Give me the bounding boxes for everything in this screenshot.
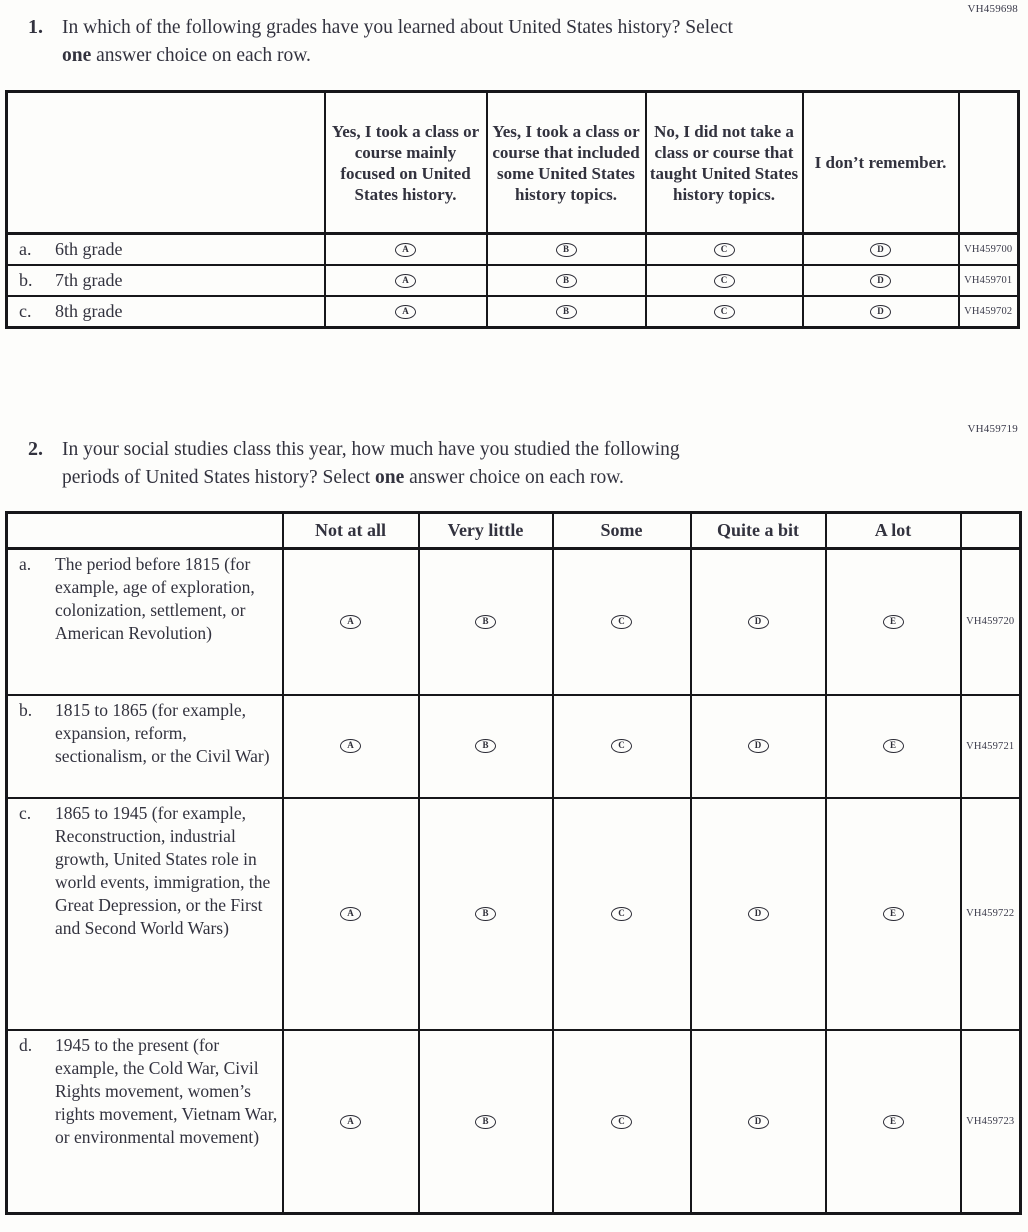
answer-bubble-c[interactable]: C	[611, 739, 632, 753]
bubble-cell	[826, 695, 961, 798]
row-letter: a.	[19, 554, 32, 574]
q2-row-before-1815	[7, 549, 1021, 695]
q2-header-some: Some	[553, 513, 691, 549]
bubble-cell	[553, 549, 691, 695]
answer-bubble-e[interactable]: E	[883, 1115, 904, 1129]
answer-bubble-c[interactable]: C	[714, 243, 735, 257]
bubble-cell	[325, 234, 487, 266]
q2-header-quite-a-bit: Quite a bit	[691, 513, 826, 549]
bubble-cell	[283, 695, 419, 798]
row-label-cell	[7, 1030, 283, 1214]
question-1-line1: In which of the following grades have you learned about United States history? Select	[62, 17, 733, 38]
q1-header-option-d: I don’t remember.	[803, 92, 959, 234]
answer-bubble-b[interactable]: B	[475, 1115, 496, 1129]
answer-bubble-d[interactable]: D	[748, 615, 769, 629]
answer-bubble-d[interactable]: D	[748, 739, 769, 753]
bubble-cell	[419, 549, 553, 695]
row-label-cell	[7, 798, 283, 1030]
row-item-code: VH459723	[961, 1030, 1021, 1214]
answer-bubble-a[interactable]: A	[340, 907, 361, 921]
row-item-code: VH459722	[961, 798, 1021, 1030]
answer-bubble-b[interactable]: B	[556, 243, 577, 257]
bubble-cell	[419, 695, 553, 798]
answer-bubble-b[interactable]: B	[475, 615, 496, 629]
bubble-cell	[803, 265, 959, 296]
q2-header-a-lot: A lot	[826, 513, 961, 549]
question-1-line2-bold: one	[62, 44, 92, 66]
answer-bubble-c[interactable]: C	[714, 305, 735, 319]
row-label: 7th grade	[55, 270, 123, 290]
row-item-code: VH459721	[961, 695, 1021, 798]
answer-bubble-d[interactable]: D	[748, 1115, 769, 1129]
q1-answer-table	[5, 90, 1020, 329]
bubble-cell	[691, 549, 826, 695]
answer-bubble-e[interactable]: E	[883, 907, 904, 921]
bubble-cell	[487, 234, 646, 266]
bubble-cell	[487, 265, 646, 296]
q1-row-6th-grade	[7, 234, 1019, 266]
row-item-code: VH459702	[959, 296, 1019, 328]
question-1-number: 1.	[28, 16, 43, 38]
bubble-cell	[646, 296, 803, 328]
q1-item-code: VH459698	[967, 3, 1018, 15]
question-2-line1: In your social studies class this year, how much have you studied the following	[62, 439, 680, 460]
row-label: 6th grade	[55, 239, 123, 259]
question-2-line2-pre: periods of United States history? Select	[62, 466, 376, 488]
q1-corner-cell	[7, 92, 325, 234]
question-1-text	[62, 14, 872, 69]
question-1-line2	[62, 42, 872, 70]
q1-header-code-column	[959, 92, 1019, 234]
answer-bubble-c[interactable]: C	[611, 615, 632, 629]
question-2-number: 2.	[28, 438, 43, 460]
question-2	[28, 436, 872, 491]
bubble-cell	[283, 1030, 419, 1214]
row-label-cell	[7, 549, 283, 695]
q2-header-row	[7, 513, 1021, 549]
question-2-line2-bold: one	[375, 466, 405, 488]
bubble-cell	[487, 296, 646, 328]
answer-bubble-a[interactable]: A	[340, 1115, 361, 1129]
answer-bubble-d[interactable]: D	[870, 305, 891, 319]
q2-item-code: VH459719	[967, 423, 1018, 435]
row-letter: c.	[19, 802, 32, 823]
answer-bubble-d[interactable]: D	[870, 274, 891, 288]
question-1	[28, 14, 872, 69]
answer-bubble-a[interactable]: A	[395, 243, 416, 257]
bubble-cell	[646, 265, 803, 296]
row-label-cell	[7, 234, 325, 266]
bubble-cell	[553, 1030, 691, 1214]
bubble-cell	[283, 798, 419, 1030]
bubble-cell	[826, 549, 961, 695]
bubble-cell	[553, 798, 691, 1030]
bubble-cell	[283, 549, 419, 695]
bubble-cell	[826, 798, 961, 1030]
q1-header-row	[7, 92, 1019, 234]
answer-bubble-e[interactable]: E	[883, 615, 904, 629]
answer-bubble-c[interactable]: C	[714, 274, 735, 288]
bubble-cell	[691, 1030, 826, 1214]
row-letter: c.	[19, 301, 32, 321]
bubble-cell	[691, 695, 826, 798]
question-1-line2-rest: answer choice on each row.	[91, 44, 311, 66]
q1-header-option-b: Yes, I took a class or course that included some United States history topics.	[487, 92, 646, 234]
question-2-text	[62, 436, 872, 491]
question-2-line2-rest: answer choice on each row.	[404, 466, 624, 488]
row-item-code: VH459720	[961, 549, 1021, 695]
answer-bubble-b[interactable]: B	[475, 907, 496, 921]
bubble-cell	[419, 1030, 553, 1214]
row-label-cell	[7, 265, 325, 296]
bubble-cell	[691, 798, 826, 1030]
answer-bubble-a[interactable]: A	[395, 274, 416, 288]
row-letter: a.	[19, 239, 32, 259]
q1-row-8th-grade	[7, 296, 1019, 328]
answer-bubble-e[interactable]: E	[883, 739, 904, 753]
q2-row-1815-to-1865	[7, 695, 1021, 798]
bubble-cell	[803, 296, 959, 328]
bubble-cell	[325, 265, 487, 296]
row-letter: b.	[19, 699, 33, 720]
row-label-cell	[7, 296, 325, 328]
answer-bubble-c[interactable]: C	[611, 907, 632, 921]
row-label: The period before 1815 (for example, age of exploration, colonization, settlement, or American Revolution)	[55, 554, 255, 643]
bubble-cell	[646, 234, 803, 266]
row-label: 1815 to 1865 (for example, expansion, reform, sectionalism, or the Civil War)	[55, 699, 270, 766]
q2-header-very-little: Very little	[419, 513, 553, 549]
answer-bubble-a[interactable]: A	[340, 739, 361, 753]
row-item-code: VH459701	[959, 265, 1019, 296]
q2-row-1945-to-present	[7, 1030, 1021, 1214]
answer-bubble-a[interactable]: A	[340, 615, 361, 629]
q1-row-7th-grade	[7, 265, 1019, 296]
answer-bubble-b[interactable]: B	[475, 739, 496, 753]
bubble-cell	[419, 798, 553, 1030]
q2-header-not-at-all: Not at all	[283, 513, 419, 549]
q1-header-option-c: No, I did not take a class or course that taught United States history topics.	[646, 92, 803, 234]
bubble-cell	[325, 296, 487, 328]
q2-header-code-column	[961, 513, 1021, 549]
q2-corner-cell	[7, 513, 283, 549]
answer-bubble-d[interactable]: D	[748, 907, 769, 921]
answer-bubble-b[interactable]: B	[556, 305, 577, 319]
row-item-code: VH459700	[959, 234, 1019, 266]
row-label: 8th grade	[55, 301, 123, 321]
answer-bubble-a[interactable]: A	[395, 305, 416, 319]
q1-header-option-a: Yes, I took a class or course mainly focused on United States history.	[325, 92, 487, 234]
q2-row-1865-to-1945	[7, 798, 1021, 1030]
row-letter: b.	[19, 270, 33, 290]
answer-bubble-b[interactable]: B	[556, 274, 577, 288]
row-label: 1945 to the present (for example, the Cold War, Civil Rights movement, women’s rights movement, Vietnam War, or environmental movement)	[55, 1034, 278, 1147]
answer-bubble-d[interactable]: D	[870, 243, 891, 257]
row-label-cell	[7, 695, 283, 798]
row-label: 1865 to 1945 (for example, Reconstruction, industrial growth, United States role in world events, immigration, the Great Depression, or the First and Second World Wars)	[55, 802, 271, 938]
q2-answer-table	[5, 511, 1022, 1215]
question-2-line2	[62, 464, 872, 492]
bubble-cell	[553, 695, 691, 798]
row-letter: d.	[19, 1034, 33, 1055]
answer-bubble-c[interactable]: C	[611, 1115, 632, 1129]
bubble-cell	[826, 1030, 961, 1214]
bubble-cell	[803, 234, 959, 266]
